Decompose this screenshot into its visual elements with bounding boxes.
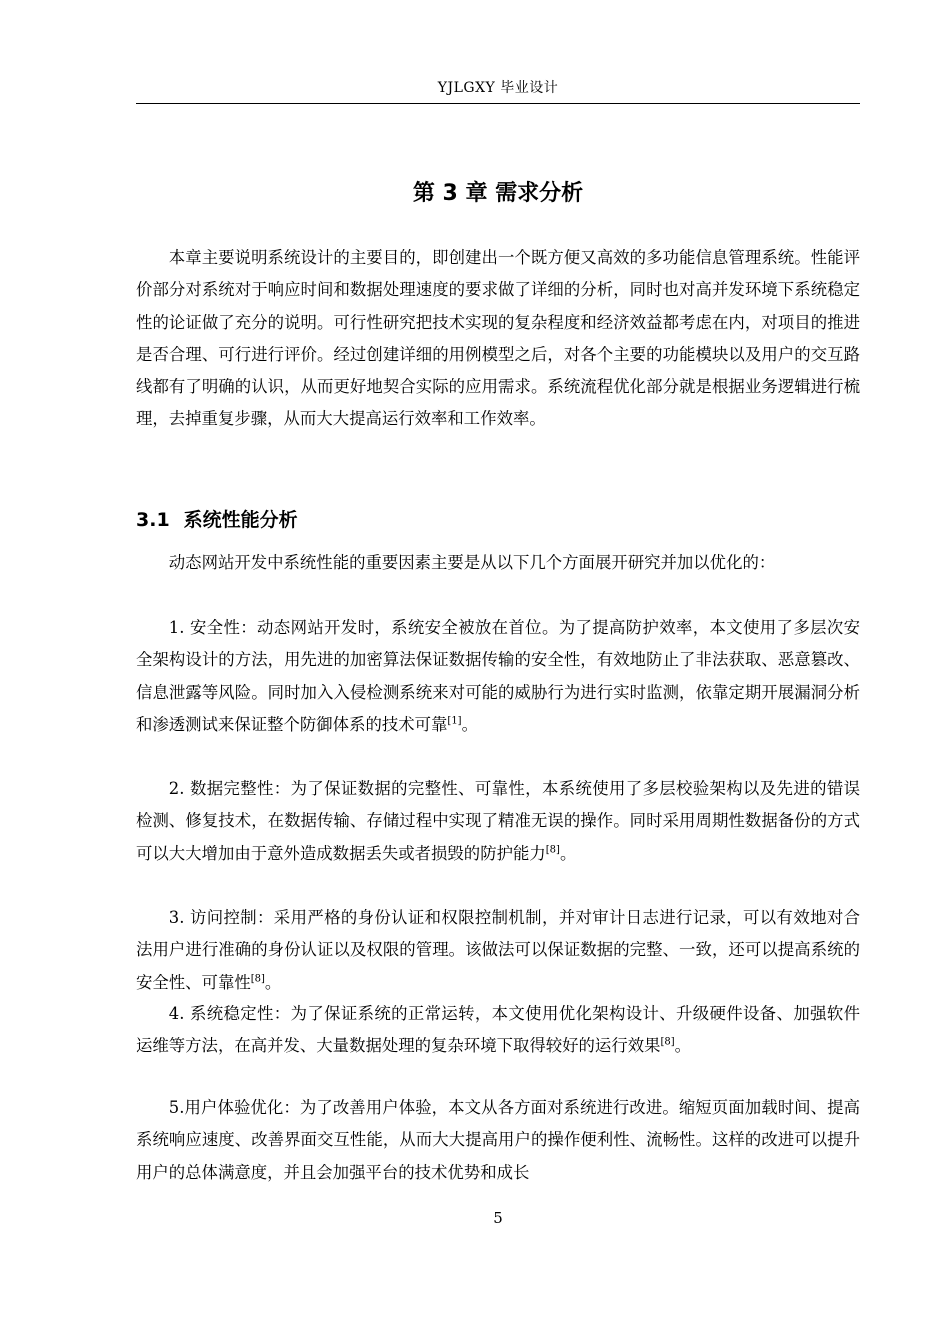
citation-ref: [8] xyxy=(660,1036,675,1048)
list-item-data-integrity xyxy=(136,773,860,870)
item-tail: 。 xyxy=(674,1036,692,1056)
section-lead-paragraph: 动态网站开发中系统性能的重要因素主要是从以下几个方面展开研究并加以优化的： xyxy=(168,553,776,572)
chapter-intro-paragraph: 本章主要说明系统设计的主要目的，即创建出一个既方便又高效的多功能信息管理系统。性能评价部分对系统对于响应时间和数据处理速度的要求做了详细的分析，同时也对高并发环境下系统稳定性的论证做了充分的说明。可行性研究把技术实现的复杂程度和经济效益都考虑在内，对项目的推进是否合理、可行进行评价。经过创建详细的用例模型之后，对各个主要的功能模块以及用户的交互路线都有了明确的认识，从而更好地契合实际的应用需求。系统流程优化部分就是根据业务逻辑进行梳理，去掉重复步骤，从而大大提高运行效率和工作效率。 xyxy=(136,248,860,429)
section-title: 系统性能分析 xyxy=(183,509,298,531)
item-text: 4. 系统稳定性：为了保证系统的正常运转，本文使用优化架构设计、升级硬件设备、加强软件运维等方法，在高并发、大量数据处理的复杂环境下取得较好的运行效果 xyxy=(136,1004,860,1056)
item-text: 5.用户体验优化：为了改善用户体验，本文从各方面对系统进行改进。缩短页面加载时间、提高系统响应速度、改善界面交互性能，从而大大提高用户的操作便利性、流畅性。这样的改进可以提升用户的总体满意度，并且会加强平台的技术优势和成长 xyxy=(136,1098,860,1182)
list-item-access-control xyxy=(136,902,860,999)
citation-ref: [8] xyxy=(545,844,560,856)
citation-ref: [8] xyxy=(250,973,265,985)
section-number: 3.1 xyxy=(136,509,170,531)
citation-ref: [1] xyxy=(447,715,462,727)
section-heading xyxy=(136,505,298,535)
header-rule xyxy=(136,103,860,104)
item-tail: 。 xyxy=(264,972,282,992)
list-item-user-experience xyxy=(136,1092,860,1189)
list-item-stability xyxy=(136,998,860,1063)
chapter-title: 第 3 章 需求分析 xyxy=(412,181,584,206)
item-text: 2. 数据完整性：为了保证数据的完整性、可靠性，本系统使用了多层校验架构以及先进的错误检测、修复技术，在数据传输、存储过程中实现了精准无误的操作。同时采用周期性数据备份的方式可以大大增加由于意外造成数据丢失或者损毁的防护能力 xyxy=(136,779,860,863)
item-text: 1. 安全性：动态网站开发时，系统安全被放在首位。为了提高防护效率，本文使用了多层次安全架构设计的方法，用先进的加密算法保证数据传输的安全性，有效地防止了非法获取、恶意篡改、信息泄露等风险。同时加入入侵检测系统来对可能的威胁行为进行实时监测，依靠定期开展漏洞分析和渗透测试来保证整个防御体系的技术可靠 xyxy=(136,618,860,734)
item-tail: 。 xyxy=(461,714,478,734)
running-header: YJLGXY 毕业设计 xyxy=(437,80,559,96)
item-tail: 。 xyxy=(559,843,577,863)
list-item-security xyxy=(136,612,860,741)
page-number: 5 xyxy=(493,1209,503,1227)
item-text: 3. 访问控制：采用严格的身份认证和权限控制机制，并对审计日志进行记录，可以有效地对合法用户进行准确的身份认证以及权限的管理。该做法可以保证数据的完整、一致，还可以提高系统的安全性、可靠性 xyxy=(136,908,860,992)
